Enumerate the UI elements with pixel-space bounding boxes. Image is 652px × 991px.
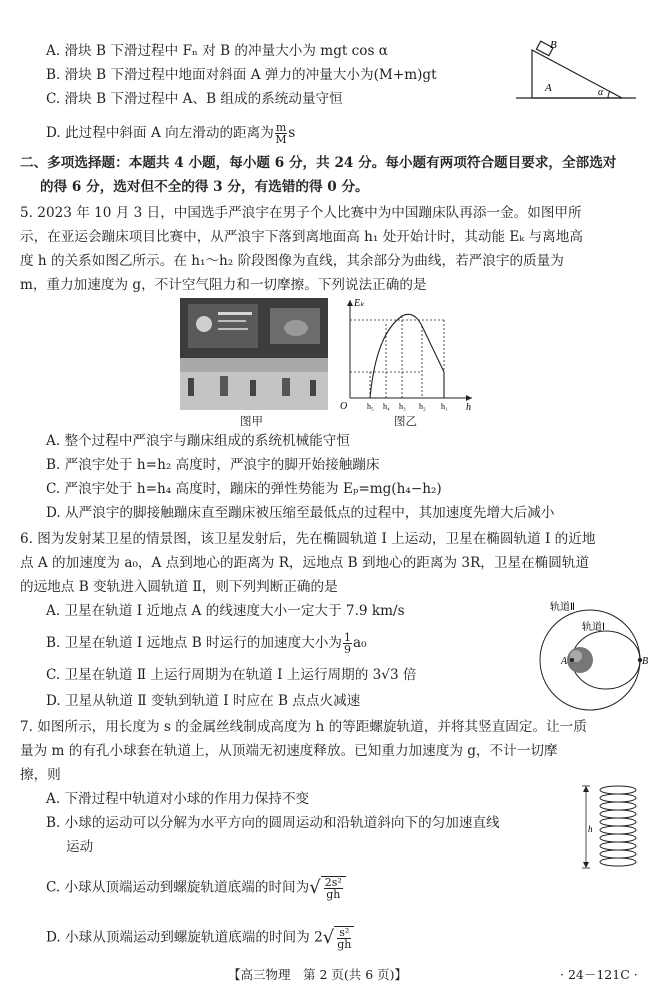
- point-b-label: B: [642, 656, 648, 667]
- q6-orbit-figure: [532, 598, 648, 714]
- section2-header-line2: 的得 6 分，选对但不全的得 3 分，有选错的得 0 分。: [40, 179, 369, 195]
- q6-stem-1: 6. 图为发射某卫星的情景图，该卫星发射后，先在椭圆轨道 Ⅰ 上运动，卫星在椭圆轨道 Ⅰ 的近地: [20, 531, 596, 547]
- q5-ek-h-graph: [336, 296, 476, 414]
- q7-option-b-line1: B. 小球的运动可以分解为水平方向的圆周运动和沿轨道斜向下的匀加速直线: [46, 815, 500, 831]
- orbit-ii-label: 轨道Ⅱ: [550, 602, 575, 613]
- q5-photo-trampoline: [180, 298, 328, 410]
- q5-caption-b: 图乙: [394, 414, 417, 428]
- q5-stem-4: m，重力加速度为 g，不计空气阻力和一切摩擦。下列说法正确的是: [20, 277, 427, 293]
- tick-h3: h₃: [399, 402, 406, 411]
- q6-option-b-suffix: a₀: [352, 635, 367, 651]
- label-alpha: α: [598, 87, 604, 98]
- q6-option-b-text: B. 卫星在轨道 Ⅰ 远地点 B 时运行的加速度大小为: [46, 635, 342, 651]
- q5-option-d: D. 从严浪宇的脚接触蹦床直至蹦床被压缩至最低点的过程中，其加速度先增大后减小: [46, 505, 555, 521]
- q7-stem-1: 7. 如图所示，用长度为 s 的金属丝线制成高度为 h 的等距螺旋轨道，并将其竖直固定。让一质: [20, 719, 587, 735]
- q4-option-d: [46, 122, 295, 145]
- q4-option-a: A. 滑块 B 下滑过程中 Fₙ 对 B 的冲量大小为 mgt cos α: [46, 43, 388, 59]
- q4-option-d-text: D. 此过程中斜面 A 向左滑动的距离为: [46, 125, 274, 141]
- q7-option-c: C. 小球从顶端运动到螺旋轨道底端的时间为√ $\frac{\text{2s²}}{gh}$: [46, 876, 346, 900]
- tick-h2: h₂: [419, 402, 426, 411]
- q6-option-d: D. 卫星从轨道 Ⅱ 变轨到轨道 Ⅰ 时应在 B 点点火减速: [46, 693, 361, 709]
- page-footer: 【高三物理 第 2 页(共 6 页)】: [228, 967, 408, 982]
- page-code: · 24－121C ·: [560, 967, 638, 982]
- q4-option-d-suffix: s: [288, 125, 296, 141]
- origin-label: O: [340, 401, 348, 412]
- q6-option-c: C. 卫星在轨道 Ⅱ 上运行周期为在轨道 Ⅰ 上运行周期的 3√3 倍: [46, 667, 417, 683]
- q6-option-b: [46, 632, 367, 655]
- q7-option-d-radicand: $\frac{\text{s²}}{gh}$: [334, 926, 354, 950]
- q5-option-a: A. 整个过程中严浪宇与蹦床组成的系统机械能守恒: [46, 433, 350, 449]
- label-b: B: [550, 39, 557, 51]
- q7-stem-2: 量为 m 的有孔小球套在轨道上，从顶端无初速度释放。已知重力加速度为 g，不计一切摩: [20, 743, 558, 759]
- q6-option-a: A. 卫星在轨道 Ⅰ 近地点 A 的线速度大小一定大于 7.9 km/s: [46, 603, 405, 619]
- height-label: h: [588, 824, 593, 834]
- tick-h1: h₁: [441, 402, 448, 411]
- q5-stem-2: 示，在亚运会蹦床项目比赛中，从严浪宇下落到离地面高 h₁ 处开始计时，其动能 Eₖ 与离地高: [20, 229, 583, 245]
- q4-incline-figure: [512, 38, 640, 102]
- q7-option-a: A. 下滑过程中轨道对小球的作用力保持不变: [46, 791, 310, 807]
- q6-option-b-fraction: $\frac{1}{9}$: [343, 631, 351, 656]
- q5-stem-3: 度 h 的关系如图乙所示。在 h₁～h₂ 阶段图像为直线，其余部分为曲线，若严浪宇的质量为: [20, 253, 564, 269]
- q4-option-c: C. 滑块 B 下滑过程中 A、B 组成的系统动量守恒: [46, 91, 343, 107]
- ek-curve: [370, 314, 444, 398]
- q5-caption-a: 图甲: [240, 414, 263, 428]
- q7-option-d: D. 小球从顶端运动到螺旋轨道底端的时间为 2√ $\frac{\text{s²}}{gh}$: [46, 926, 354, 950]
- q7-stem-3: 擦，则: [20, 767, 61, 783]
- q6-stem-2: 点 A 的加速度为 a₀，A 点到地心的距离为 R，远地点 B 到地心的距离为 3R，卫星在椭圆轨道: [20, 555, 590, 571]
- q4-option-d-fraction: $\frac{m}{M}$: [275, 121, 287, 146]
- q7-option-c-radicand: $\frac{\text{2s²}}{gh}$: [321, 876, 346, 900]
- tick-h5: h₅: [367, 402, 374, 411]
- tick-h4: h₄: [383, 402, 390, 411]
- q4-option-b: B. 滑块 B 下滑过程中地面对斜面 A 弹力的冲量大小为(M+m)gt: [46, 67, 437, 83]
- orbit-i-label: 轨道Ⅰ: [582, 622, 605, 633]
- point-a-label: A: [561, 656, 568, 667]
- axis-y-label: Eₖ: [354, 298, 365, 309]
- spiral-coils: [600, 786, 636, 866]
- label-a: A: [545, 82, 552, 94]
- q6-stem-3: 的远地点 B 变轨进入圆轨道 Ⅱ，则下列判断正确的是: [20, 579, 338, 595]
- axis-x-label: h: [466, 402, 471, 413]
- q7-spiral-figure: [578, 784, 640, 870]
- q7-option-d-text: D. 小球从顶端运动到螺旋轨道底端的时间为 2: [46, 929, 323, 946]
- q7-option-c-text: C. 小球从顶端运动到螺旋轨道底端的时间为: [46, 879, 310, 896]
- section2-header-line1: 二、多项选择题：本题共 4 小题，每小题 6 分，共 24 分。每小题有两项符合题目要求，全部选对: [20, 155, 617, 171]
- q7-option-b-line2: 运动: [66, 839, 94, 855]
- q5-option-c: C. 严浪宇处于 h=h₄ 高度时，蹦床的弹性势能为 Eₚ=mg(h₄−h₂): [46, 481, 442, 497]
- q5-stem-1: 5. 2023 年 10 月 3 日，中国选手严浪宇在男子个人比赛中为中国蹦床队再添一金。如图甲所: [20, 205, 582, 221]
- q5-option-b: B. 严浪宇处于 h=h₂ 高度时，严浪宇的脚开始接触蹦床: [46, 457, 380, 473]
